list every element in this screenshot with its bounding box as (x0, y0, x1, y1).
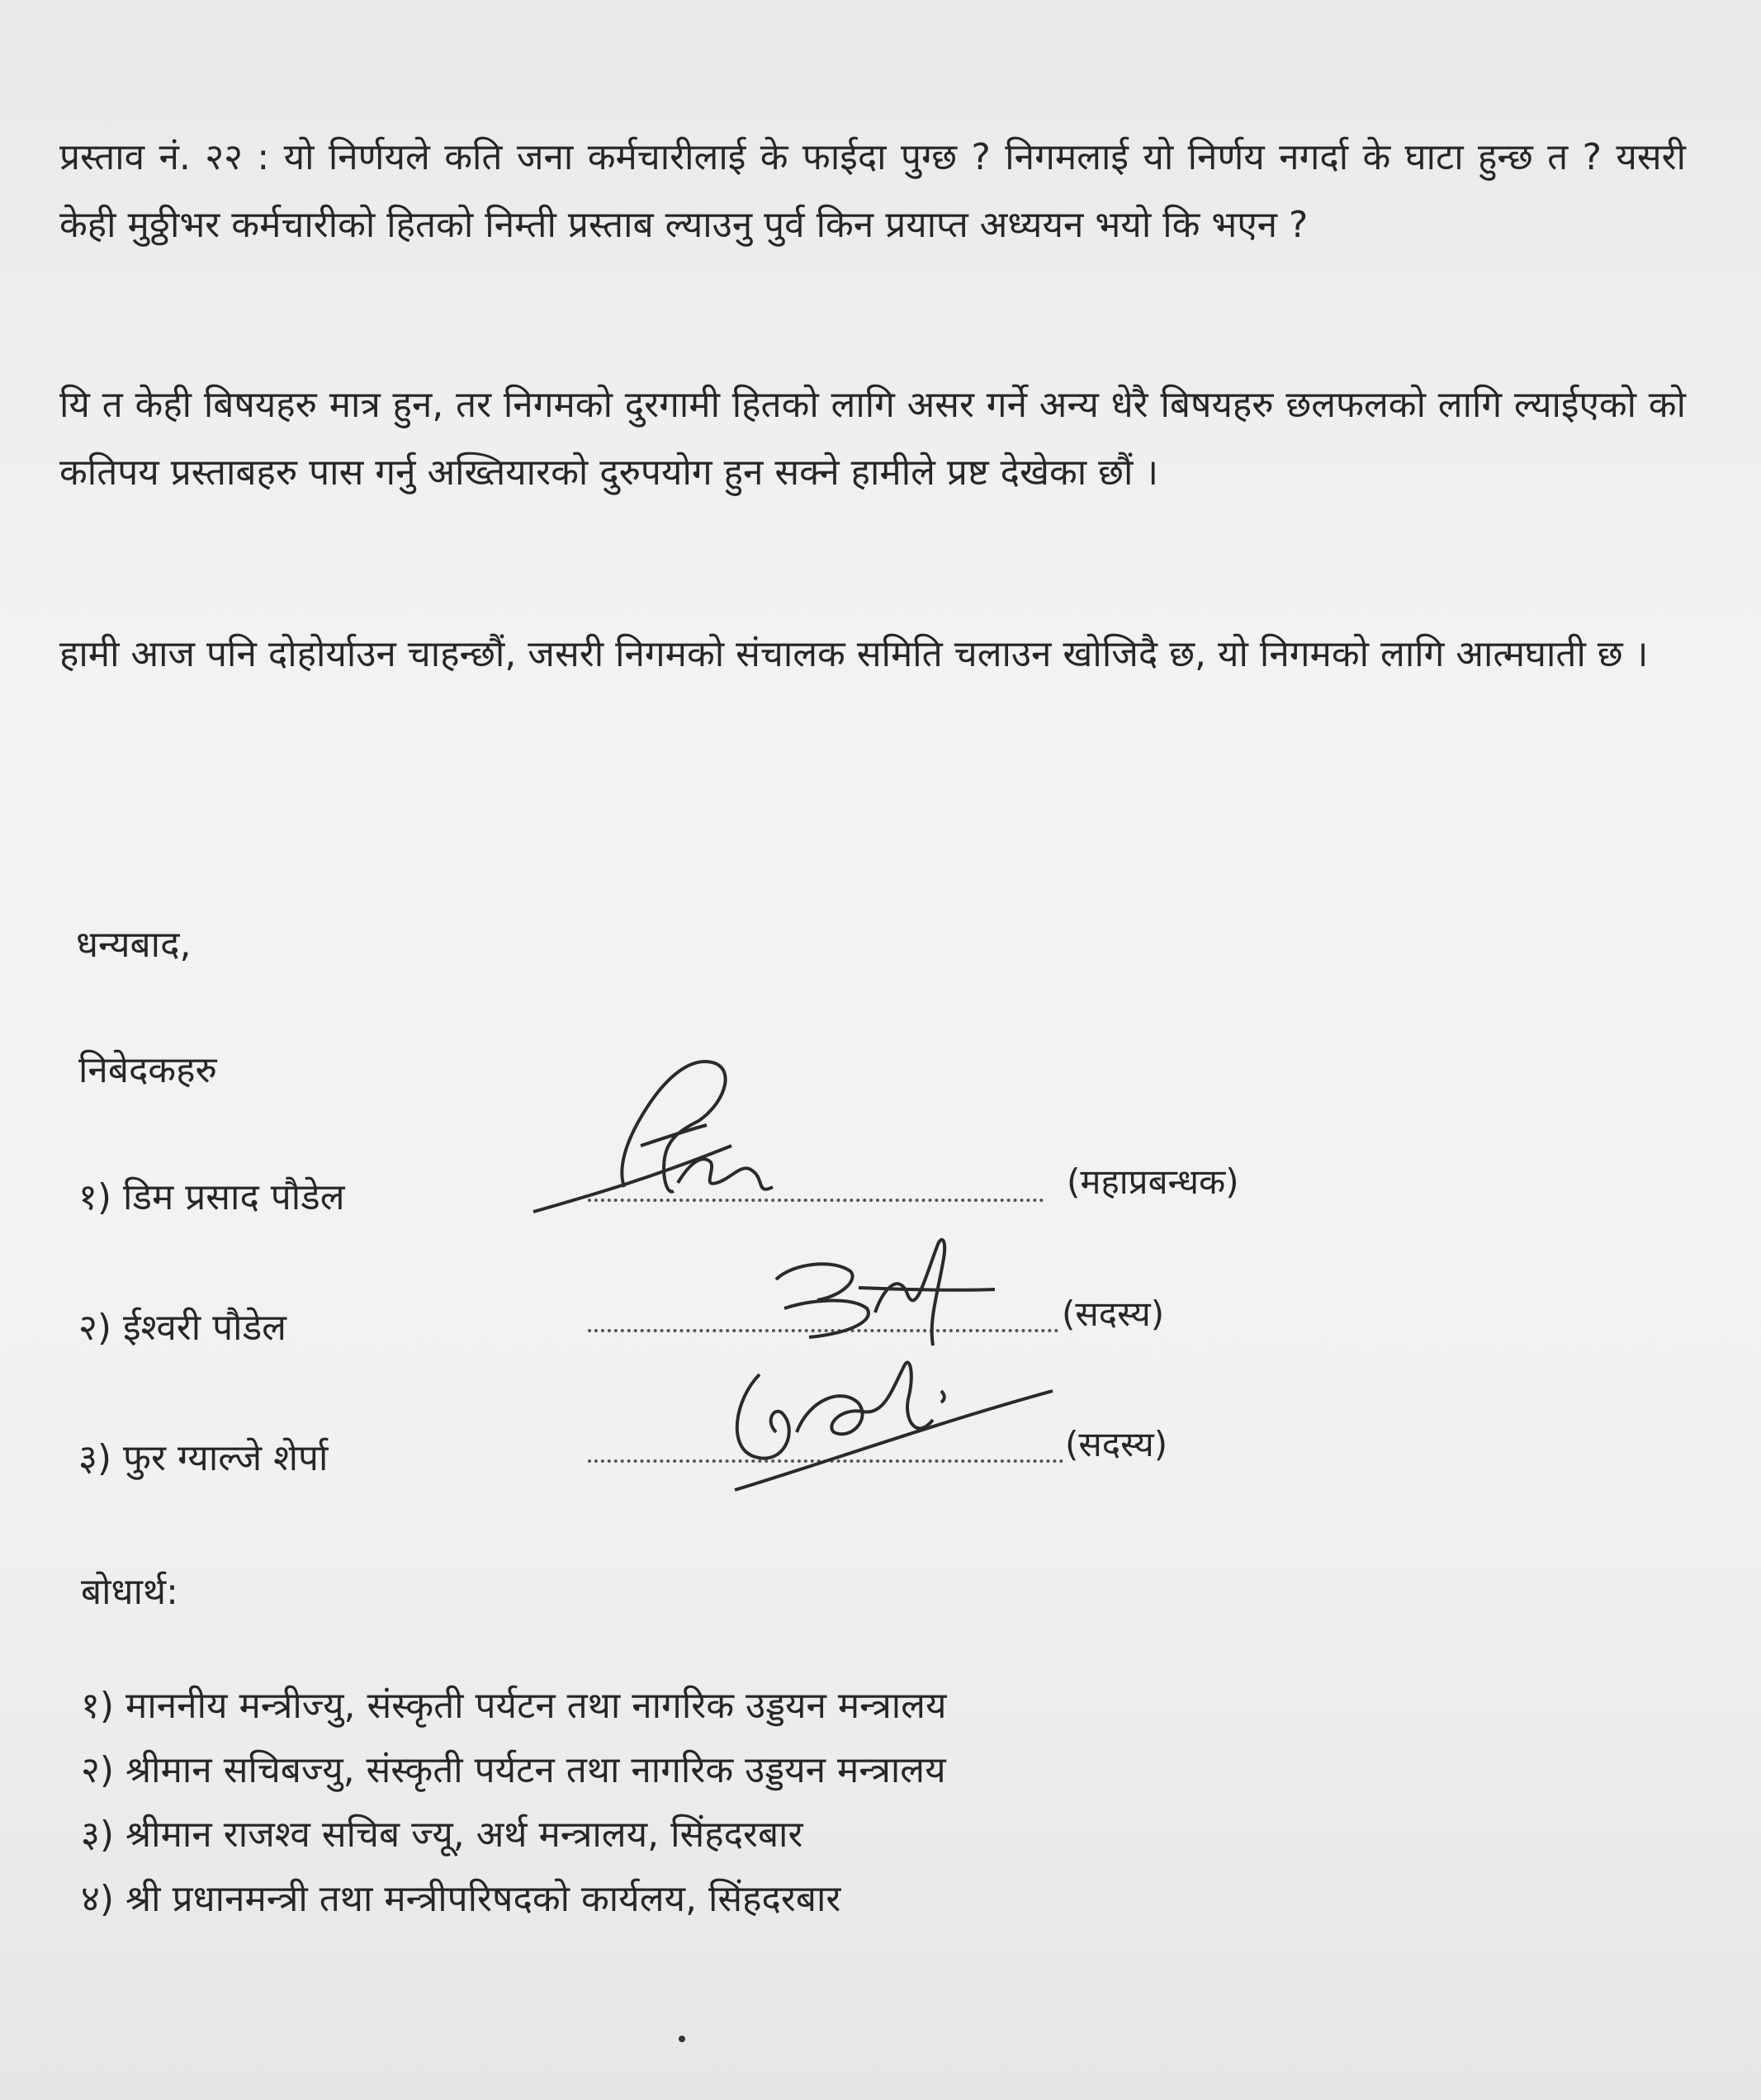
cc-list-item: १) माननीय मन्त्रीज्यु, संस्कृती पर्यटन तथा नागरिक उड्डयन मन्त्रालय (81, 1685, 947, 1727)
cc-list-item: ४) श्री प्रधानमन्त्री तथा मन्त्रीपरिषदको कार्यलय, सिंहदरबार (81, 1878, 841, 1920)
cc-list-item: २) श्रीमान सचिबज्यु, संस्कृती पर्यटन तथा नागरिक उड्डयन मन्त्रालय (81, 1749, 946, 1791)
signatory-role: (सदस्य) (1062, 1294, 1165, 1334)
paragraph-proposal-22: प्रस्ताव नं. २२ : यो निर्णयले कति जना कर्मचारीलाई के फाईदा पुग्छ ? निगमलाई यो निर्णय नगर्दा के घाटा हुन्छ त ? यसरी केही मुठ्ठीभर कर्मचारीको हितको निम्ती प्रस्ताब ल्याउनु पुर्व किन प्रयाप्त अध्ययन भयो कि भएन ? (59, 136, 1686, 246)
signatory-name: ३) फुर ग्याल्जे शेर्पा (78, 1437, 329, 1479)
closing-thanks: धन्यबाद, (76, 924, 192, 966)
signatory-name: २) ईश्वरी पौडेल (78, 1307, 286, 1349)
signature-1 (525, 1047, 798, 1228)
signatory-name: १) डिम प्रसाद पौडेल (78, 1176, 345, 1218)
paragraph-conclusion: हामी आज पनि दोहोर्याउन चाहन्छौं, जसरी निगमको संचालक समिति चलाउन खोजिदै छ, यो निगमको लागि आत्मघाती छ । (59, 633, 1649, 675)
paragraph-issues: यि त केही बिषयहरु मात्र हुन, तर निगमको दुरगामी हितको लागि असर गर्ने अन्य धेरै बिषयहरु छलफलको लागि ल्याईएको को कतिपय प्रस्ताबहरु पास गर्नु अख्तियारको दुरुपयोग हुन सक्ने हामीले प्रष्ट देखेका छौं । (59, 384, 1686, 494)
signatory-role: (महाप्रबन्धक) (1067, 1161, 1239, 1202)
stray-mark (679, 2036, 685, 2042)
petitioners-heading: निबेदकहरु (78, 1049, 217, 1091)
cc-list-item: ३) श्रीमान राजश्व सचिब ज्यू, अर्थ मन्त्रालय, सिंहदरबार (81, 1814, 803, 1856)
signature-3 (718, 1341, 1065, 1498)
cc-heading: बोधार्थ: (81, 1571, 178, 1613)
signatory-role: (सदस्य) (1065, 1424, 1168, 1464)
